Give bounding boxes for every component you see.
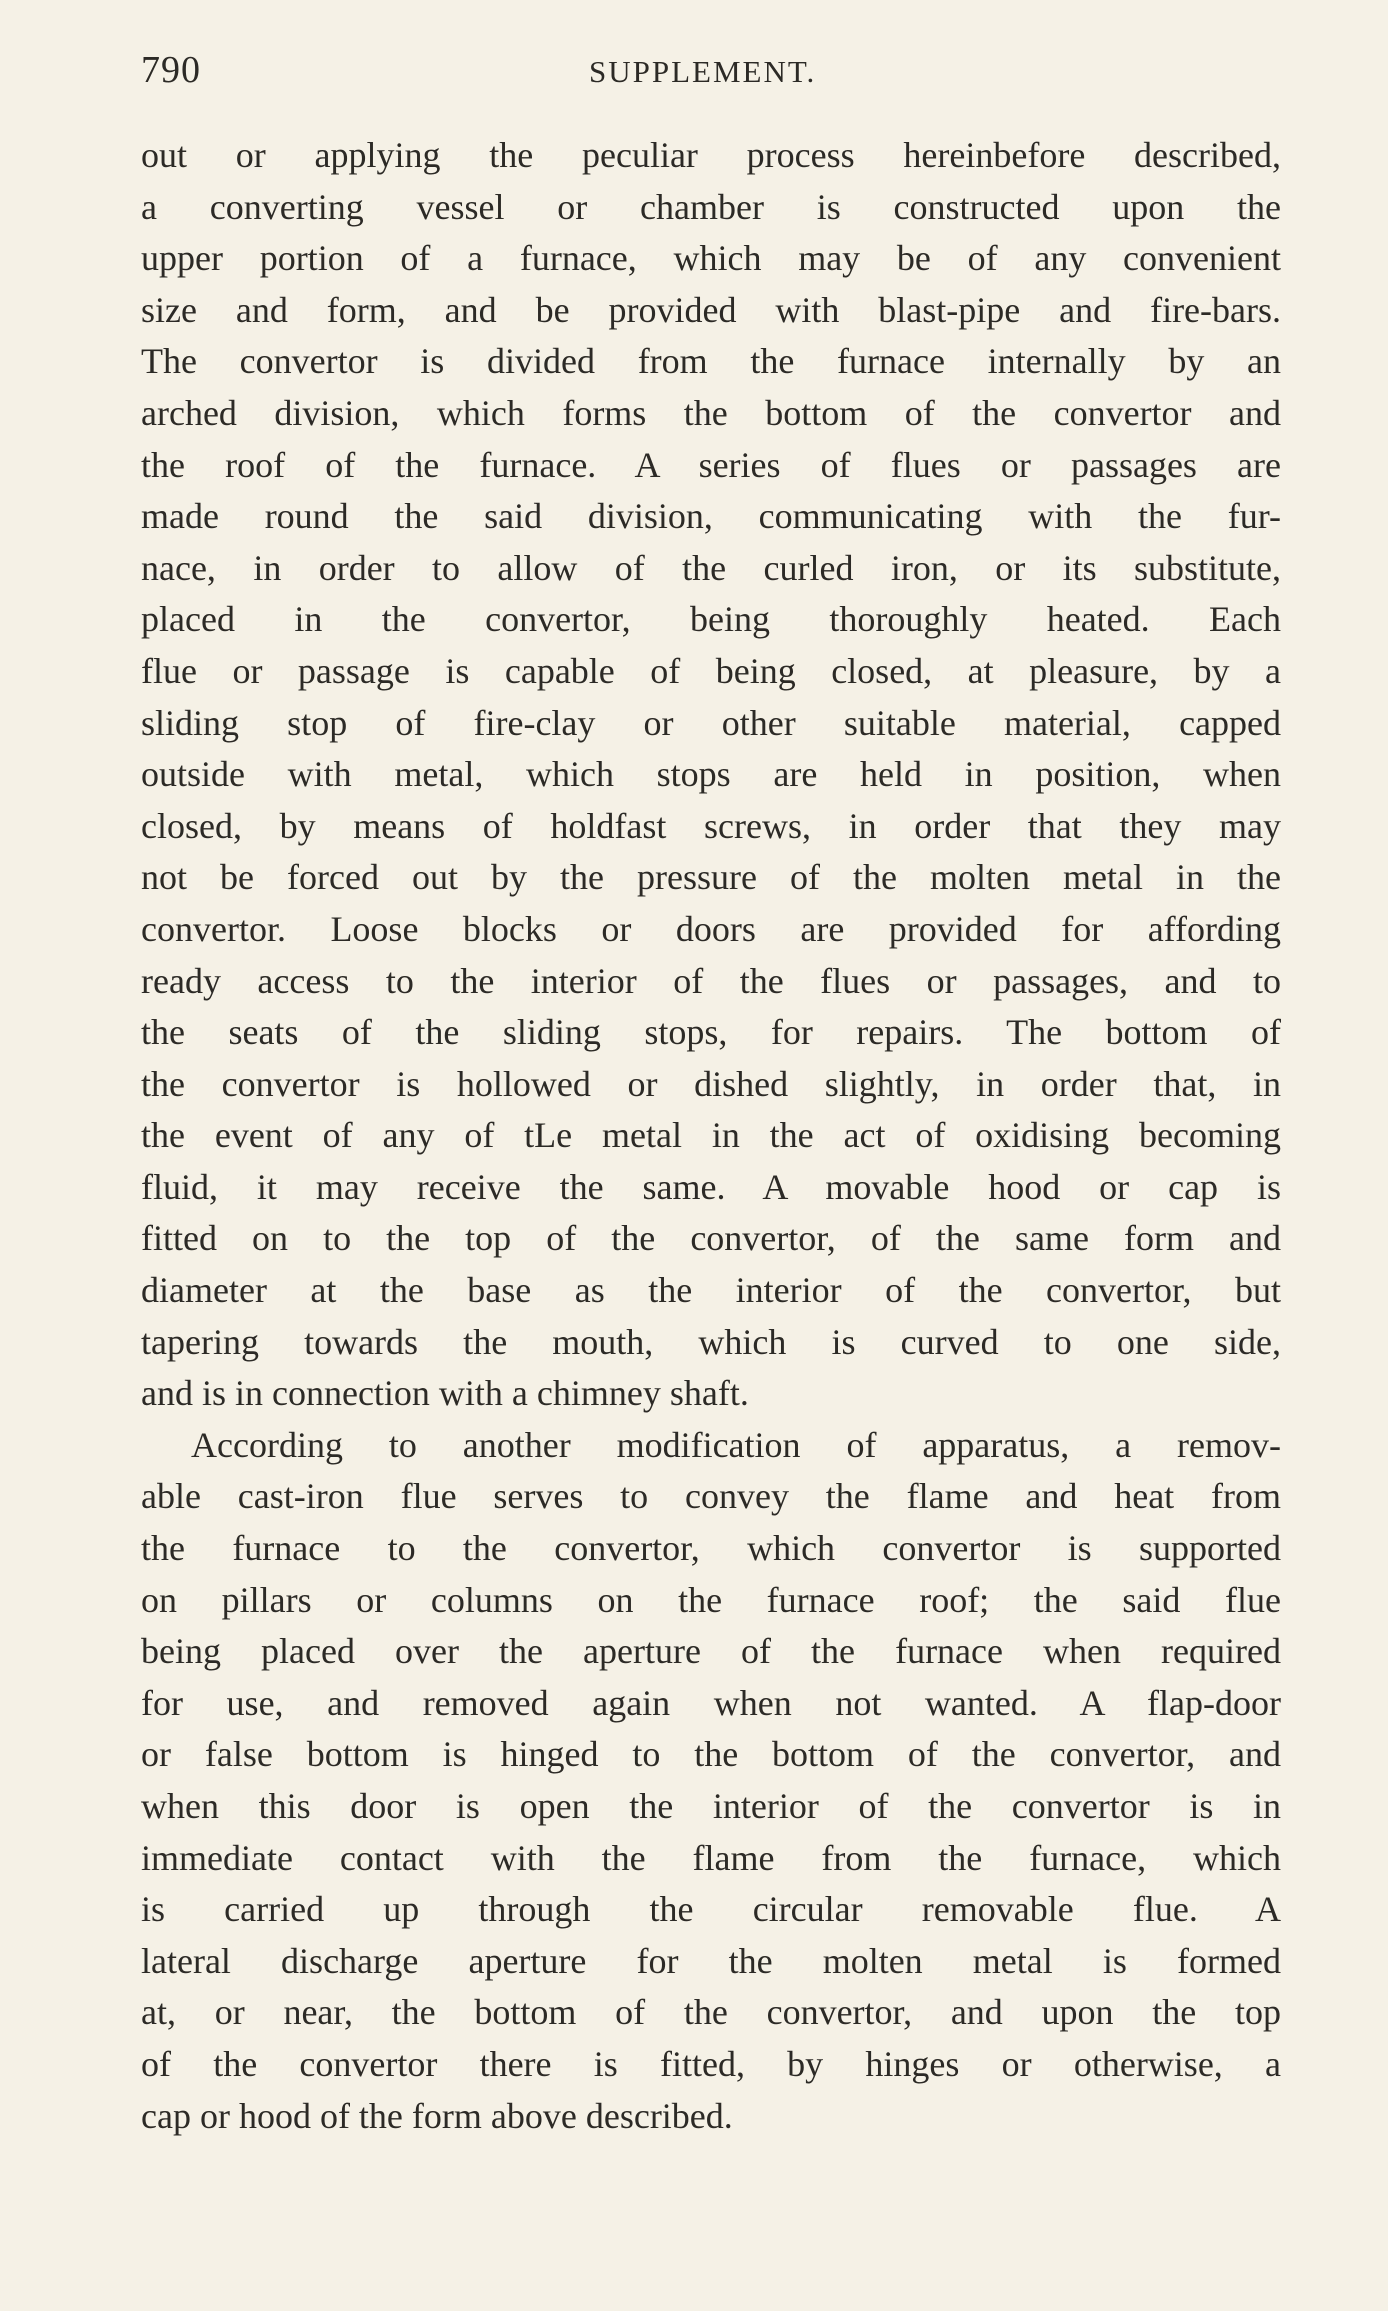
page-number: 790 bbox=[141, 49, 201, 91]
text-line: The convertor is divided from the furnace internally by an bbox=[141, 341, 1281, 382]
text-line: the furnace to the convertor, which convertor is supported bbox=[141, 1528, 1281, 1569]
text-line: and is in connection with a chimney shaft. bbox=[141, 1373, 749, 1414]
text-line: being placed over the aperture of the furnace when required bbox=[141, 1631, 1281, 1672]
paragraph-1 bbox=[141, 130, 1281, 1420]
text-line: outside with metal, which stops are held in position, when bbox=[141, 754, 1281, 795]
text-line: According to another modification of apparatus, a remov- bbox=[191, 1424, 1281, 1465]
text-line: the event of any of tLe metal in the act of oxidising becoming bbox=[141, 1115, 1281, 1156]
text-line: when this door is open the interior of the convertor is in bbox=[141, 1786, 1281, 1826]
text-line: tapering towards the mouth, which is curved to one side, bbox=[141, 1321, 1281, 1362]
text-line: size and form, and be provided with blast-pipe and fire-bars. bbox=[141, 289, 1281, 330]
text-line: closed, by means of holdfast screws, in order that they may bbox=[141, 805, 1281, 846]
text-line: the convertor is hollowed or dished slightly, in order that, in bbox=[141, 1063, 1281, 1104]
text-line: fluid, it may receive the same. A movable hood or cap is bbox=[141, 1166, 1281, 1207]
text-line: arched division, which forms the bottom of the convertor and bbox=[141, 392, 1281, 433]
text-line: ready access to the interior of the flues or passages, and to bbox=[141, 960, 1281, 1001]
text-line: upper portion of a furnace, which may be of any convenient bbox=[141, 238, 1281, 279]
text-line: of the convertor there is fitted, by hinges or otherwise, a bbox=[141, 2043, 1281, 2084]
text-line: the seats of the sliding stops, for repairs. The bottom of bbox=[141, 1012, 1281, 1053]
text-line: sliding stop of fire-clay or other suitable material, capped bbox=[141, 702, 1281, 743]
text-line: flue or passage is capable of being closed, at pleasure, by a bbox=[141, 650, 1281, 691]
text-line: out or applying the peculiar process hereinbefore described, bbox=[141, 135, 1281, 175]
text-line: the roof of the furnace. A series of flues or passages are bbox=[141, 444, 1281, 485]
paragraph-2 bbox=[141, 1420, 1281, 2142]
text-line: cap or hood of the form above described. bbox=[141, 2095, 733, 2136]
text-line: immediate contact with the flame from the furnace, which bbox=[141, 1837, 1281, 1878]
text-line: able cast-iron flue serves to convey the flame and heat from bbox=[141, 1476, 1281, 1517]
text-line: for use, and removed again when not wanted. A flap-door bbox=[141, 1682, 1281, 1723]
text-line: made round the said division, communicating with the fur- bbox=[141, 496, 1281, 537]
text-line: diameter at the base as the interior of the convertor, but bbox=[141, 1270, 1281, 1311]
text-line: placed in the convertor, being thoroughly heated. Each bbox=[141, 599, 1281, 640]
text-line: on pillars or columns on the furnace roof; the said flue bbox=[141, 1579, 1281, 1620]
page-header bbox=[141, 48, 1281, 108]
running-head: SUPPLEMENT. bbox=[589, 54, 817, 89]
text-line: at, or near, the bottom of the convertor, and upon the top bbox=[141, 1992, 1281, 2033]
text-line: nace, in order to allow of the curled iron, or its substitute, bbox=[141, 547, 1281, 588]
text-line: not be forced out by the pressure of the molten metal in the bbox=[141, 857, 1281, 898]
text-line: lateral discharge aperture for the molten metal is formed bbox=[141, 1940, 1281, 1981]
text-line: convertor. Loose blocks or doors are provided for affording bbox=[141, 908, 1281, 949]
text-line: or false bottom is hinged to the bottom of the convertor, and bbox=[141, 1734, 1281, 1775]
text-line: is carried up through the circular removable flue. A bbox=[141, 1889, 1281, 1930]
page-body bbox=[141, 130, 1281, 2142]
text-line: a converting vessel or chamber is constructed upon the bbox=[141, 186, 1281, 227]
text-line: fitted on to the top of the convertor, of the same form and bbox=[141, 1218, 1281, 1259]
